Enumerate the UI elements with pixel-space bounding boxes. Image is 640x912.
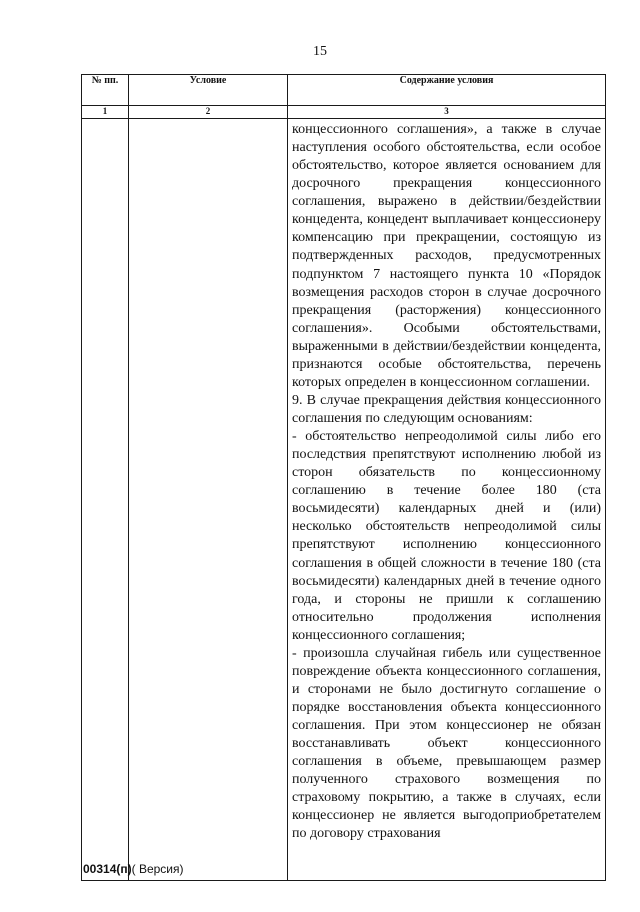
row-condition-cell — [129, 119, 288, 881]
footer-label: ( Версия) — [131, 862, 184, 876]
content-paragraph: 9. В случае прекращения действия концессионного соглашения по следующим основаниям: — [292, 392, 601, 426]
column-number-2: 2 — [129, 106, 288, 119]
content-paragraph: - произошла случайная гибель или существенное повреждение объекта концессионного соглашения, и сторонами не было достигнуто соглашение о порядке восстановления объекта концессионного соглашения. При этом концессионер не обязан восстанавливать объект концессионного соглашения в объеме, превышающем размер полученного страхового возмещения по страховому покрытию, а также в случаях, если концессионер не является выгодоприобретателем по договору страхования — [292, 645, 601, 842]
header-condition: Условие — [129, 75, 288, 106]
document-footer — [83, 862, 184, 876]
table-header-row — [82, 75, 606, 106]
column-number-1: 1 — [82, 106, 129, 119]
row-content-cell — [288, 119, 606, 881]
header-number: № пп. — [82, 75, 129, 106]
footer-code: 00314(п) — [83, 862, 132, 876]
column-number-3: 3 — [288, 106, 606, 119]
header-content: Содержание условия — [288, 75, 606, 106]
conditions-table — [81, 74, 606, 881]
content-paragraph: концессионного соглашения», а также в случае наступления особого обстоятельства, если особое обстоятельство, которое является основанием для досрочного прекращения концессионного соглашения, выражено в действии/бездействии концедента, концедент выплачивает концессионеру компенсацию при прекращении, состоящую из подтвержденных расходов, предусмотренных подпунктом 7 настоящего пункта 10 «Порядок возмещения расходов сторон в случае досрочного прекращения (расторжения) концессионного соглашения». Особыми обстоятельствами, выраженными в действии/бездействии концедента, признаются особые обстоятельства, перечень которых определен в концессионном соглашении. — [292, 122, 601, 390]
row-number-cell — [82, 119, 129, 881]
table-row — [82, 119, 606, 881]
content-paragraph: - обстоятельство непреодолимой силы либо его последствия препятствуют исполнению любой из сторон обязательств по концессионному соглашению в течение более 180 (ста восьмидесяти) календарных дней и (или) несколько обстоятельств непреодолимой силы препятствуют исполнению концессионного соглашения в общей сложности в течение 180 (ста восьмидесяти) календарных дней в течение одного года, и стороны не пришли к соглашению относительно продолжения исполнения концессионного соглашения; — [292, 429, 601, 643]
column-number-row — [82, 106, 606, 119]
page-number: 15 — [313, 44, 327, 59]
